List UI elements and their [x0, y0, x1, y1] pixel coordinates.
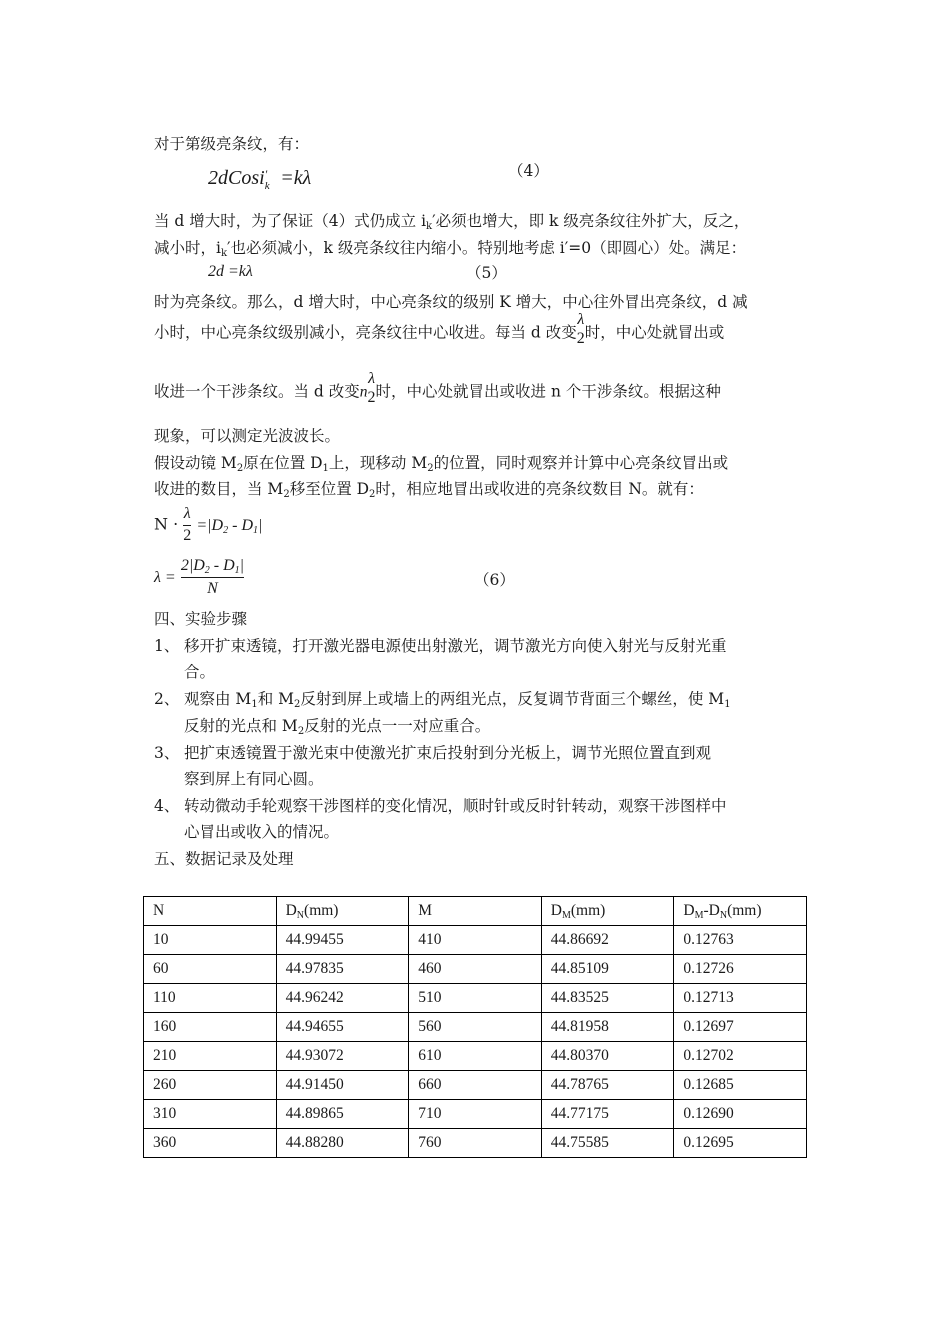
step-4-line1: 转动微动手轮观察干涉图样的变化情况，顺时针或反时针转动，观察干涉图样中: [184, 797, 727, 815]
eq6-num-s2: 1: [234, 565, 240, 576]
step-4-line2: 心冒出或收入的情况。: [184, 823, 340, 841]
para2-l3a: 收进一个干涉条纹。当 d 改变: [154, 382, 360, 401]
p3-a: 假设动镜 M: [154, 454, 237, 472]
para3-line2: [154, 477, 704, 499]
p3-b: 原在位置 D: [243, 454, 323, 472]
header-dm: [541, 897, 674, 926]
section5-heading: 五、数据记录及处理: [154, 850, 294, 868]
cell-m: 710: [409, 1100, 542, 1129]
para2-l3b: 时，中心处就冒出或收进 n 个干涉条纹。根据这种: [375, 382, 721, 401]
lambda-half-fraction-2: [368, 371, 376, 406]
step-1-number: 1、: [154, 637, 180, 655]
cell-dm: 44.83525: [541, 984, 674, 1013]
cell-diff: 0.12713: [674, 984, 807, 1013]
p3-d: 的位置，同时观察并计算中心亮条纹冒出或: [433, 454, 729, 472]
intro-line: 对于第级亮条纹，有：: [154, 135, 310, 153]
cell-n: 10: [144, 926, 277, 955]
step-3-number: 3、: [154, 744, 180, 762]
step-3-line2: 察到屏上有同心圆。: [184, 770, 324, 788]
s2-s4: 2: [297, 726, 305, 737]
header-dn: [276, 897, 409, 926]
eq4-rhs: =kλ: [280, 167, 312, 189]
equation-n: [154, 506, 262, 544]
s2-c: 反射到屏上或墙上的两组光点，反复调节背面三个螺丝，使 M: [300, 690, 725, 708]
h4s: M: [561, 910, 571, 921]
header-dm-dn: [674, 897, 807, 926]
eq6-num-c: |: [239, 557, 245, 574]
p3-c: 上，现移动 M: [328, 454, 428, 472]
cell-m: 410: [409, 926, 542, 955]
cell-n: 210: [144, 1042, 277, 1071]
h2a: D: [285, 902, 297, 919]
cell-diff: 0.12726: [674, 955, 807, 984]
s2-a: 观察由 M: [184, 690, 252, 708]
cell-dn: 44.88280: [276, 1129, 409, 1158]
para2-line2: [154, 311, 725, 347]
s2-d: 反射的光点和 M: [184, 717, 298, 735]
eqn-fraction: [183, 506, 191, 544]
eq6-num-b: - D: [209, 557, 235, 574]
para1-l1b: ′必须也增大，即 k 级亮条纹往外扩大，反之，: [432, 212, 750, 230]
h4b: (mm): [570, 902, 606, 919]
cell-dm: 44.80370: [541, 1042, 674, 1071]
eq6-num-s1: 2: [204, 565, 210, 576]
cell-m: 510: [409, 984, 542, 1013]
p3-s3: 2: [427, 463, 434, 474]
cell-m: 760: [409, 1129, 542, 1158]
cell-dm: 44.86692: [541, 926, 674, 955]
cell-diff: 0.12763: [674, 926, 807, 955]
equation-4-number: （4）: [508, 162, 549, 180]
para1-l1a: 当 d 增大时，为了保证（4）式仍成立 i: [154, 212, 427, 230]
table-row: [144, 1129, 807, 1158]
table-row: [144, 1100, 807, 1129]
eqn-rhs-s1: 2: [223, 524, 229, 536]
para2-n: n: [359, 383, 368, 401]
eq6-num-a: 2|D: [180, 557, 205, 574]
header-n: N: [144, 897, 277, 926]
s2-e: 反射的光点一一对应重合。: [304, 717, 491, 735]
cell-n: 110: [144, 984, 277, 1013]
p3-f: 移至位置 D: [289, 480, 370, 498]
cell-dn: 44.96242: [276, 984, 409, 1013]
cell-diff: 0.12697: [674, 1013, 807, 1042]
cell-dn: 44.89865: [276, 1100, 409, 1129]
h4a: D: [550, 902, 562, 919]
eqn-rhs-b: - D: [228, 516, 253, 534]
step-1-line1: 移开扩束透镜，打开激光器电源使出射激光，调节激光方向使入射光与反射光重: [184, 637, 727, 655]
table-row: [144, 955, 807, 984]
frac2-den: 2: [367, 389, 376, 406]
s2-s1: 1: [251, 699, 258, 710]
p3-e: 收进的数目，当 M: [154, 480, 284, 498]
cell-dm: 44.81958: [541, 1013, 674, 1042]
frac-den: 2: [576, 330, 585, 347]
eq6-num: [181, 558, 244, 574]
cell-diff: 0.12685: [674, 1071, 807, 1100]
s2-s2: 2: [294, 699, 301, 710]
lambda-half-fraction: [577, 312, 585, 347]
para1-l2a: 减小时，i: [154, 239, 221, 257]
cell-dm: 44.78765: [541, 1071, 674, 1100]
table-row: [144, 1042, 807, 1071]
p3-s5: 2: [369, 489, 376, 500]
cell-dm: 44.77175: [541, 1100, 674, 1129]
p3-s4: 2: [283, 489, 290, 500]
table-header-row: [144, 897, 807, 926]
frac-num: λ: [577, 311, 585, 328]
cell-n: 160: [144, 1013, 277, 1042]
cell-m: 460: [409, 955, 542, 984]
equation-6: [154, 558, 244, 597]
step-2-line1: [184, 687, 731, 709]
eq6-fraction: [181, 558, 244, 597]
para2-l2a: 小时，中心亮条纹级别减小，亮条纹往中心收进。每当 d 改变: [154, 323, 577, 342]
eq4-lhs: 2dCosi: [208, 167, 265, 189]
p3-g: 时，相应地冒出或收进的亮条纹数目 N。就有：: [375, 480, 704, 498]
h2s: N: [296, 910, 305, 921]
cell-n: 310: [144, 1100, 277, 1129]
eqn-rhs-a: =|D: [196, 516, 224, 534]
para1-line1: [154, 209, 749, 231]
step-4-number: 4、: [154, 797, 180, 815]
p3-s2: 1: [322, 463, 329, 474]
eqn-rhs-c: |: [258, 516, 263, 534]
cell-dn: 44.94655: [276, 1013, 409, 1042]
eq6-den: N: [181, 577, 244, 597]
cell-diff: 0.12690: [674, 1100, 807, 1129]
p3-s1: 2: [236, 463, 244, 474]
data-table: [143, 896, 807, 1158]
eq6-lhs: λ =: [154, 569, 176, 586]
cell-n: 260: [144, 1071, 277, 1100]
para2-line3: [154, 370, 721, 406]
equation-5-number: （5）: [466, 264, 507, 282]
cell-dn: 44.91450: [276, 1071, 409, 1100]
h5s1: M: [694, 910, 704, 921]
para3-line1: [154, 451, 728, 473]
h5s2: N: [719, 910, 728, 921]
step-2-number: 2、: [154, 690, 180, 708]
h2b: (mm): [304, 902, 339, 919]
cell-diff: 0.12695: [674, 1129, 807, 1158]
cell-n: 60: [144, 955, 277, 984]
para1-l2sub: k: [220, 248, 228, 259]
eq4-sup: ′: [264, 167, 268, 181]
s2-b: 和 M: [257, 690, 294, 708]
section4-heading: 四、实验步骤: [154, 610, 248, 628]
cell-m: 610: [409, 1042, 542, 1071]
para2-l2b: 时，中心处就冒出或: [584, 323, 725, 342]
header-m: M: [409, 897, 542, 926]
para1-l1sub: k: [426, 221, 433, 232]
eqn-num: λ: [183, 505, 191, 522]
eqn-rhs-s2: 1: [253, 524, 258, 536]
cell-m: 560: [409, 1013, 542, 1042]
h5b: -D: [703, 902, 720, 919]
eqn-rhs: [196, 517, 262, 534]
equation-6-number: （6）: [474, 571, 515, 589]
step-1-line2: 合。: [184, 663, 216, 681]
cell-dm: 44.85109: [541, 955, 674, 984]
cell-dm: 44.75585: [541, 1129, 674, 1158]
cell-dn: 44.99455: [276, 926, 409, 955]
para1-l2b: ′也必须减小，k 级亮条纹往内缩小。特别地考虑 i′=0（即圆心）处。满足：: [227, 239, 747, 257]
table-row: [144, 1071, 807, 1100]
table-row: [144, 1013, 807, 1042]
cell-n: 360: [144, 1129, 277, 1158]
cell-dn: 44.97835: [276, 955, 409, 984]
step-2-line2: [184, 714, 490, 736]
table-row: [144, 984, 807, 1013]
h5a: D: [683, 902, 695, 919]
eq4-sub: k: [264, 180, 270, 192]
cell-m: 660: [409, 1071, 542, 1100]
frac2-num: λ: [368, 370, 375, 387]
equation-5: 2d =kλ: [208, 263, 253, 280]
eqn-den: 2: [183, 527, 192, 544]
para2-line1: 时为亮条纹。那么，d 增大时，中心亮条纹的级别 K 增大，中心往外冒出亮条纹，d 减: [154, 293, 748, 311]
h5c: (mm): [727, 902, 762, 919]
equation-4: [208, 167, 311, 190]
para2-line4: 现象，可以测定光波波长。: [154, 427, 341, 445]
table-row: [144, 926, 807, 955]
s2-s3: 1: [724, 699, 731, 710]
cell-diff: 0.12702: [674, 1042, 807, 1071]
step-3-line1: 把扩束透镜置于激光束中使激光扩束后投射到分光板上，调节光照位置直到观: [184, 744, 712, 762]
cell-dn: 44.93072: [276, 1042, 409, 1071]
para1-line2: [154, 236, 746, 258]
eqn-lhs: N ·: [154, 514, 179, 534]
